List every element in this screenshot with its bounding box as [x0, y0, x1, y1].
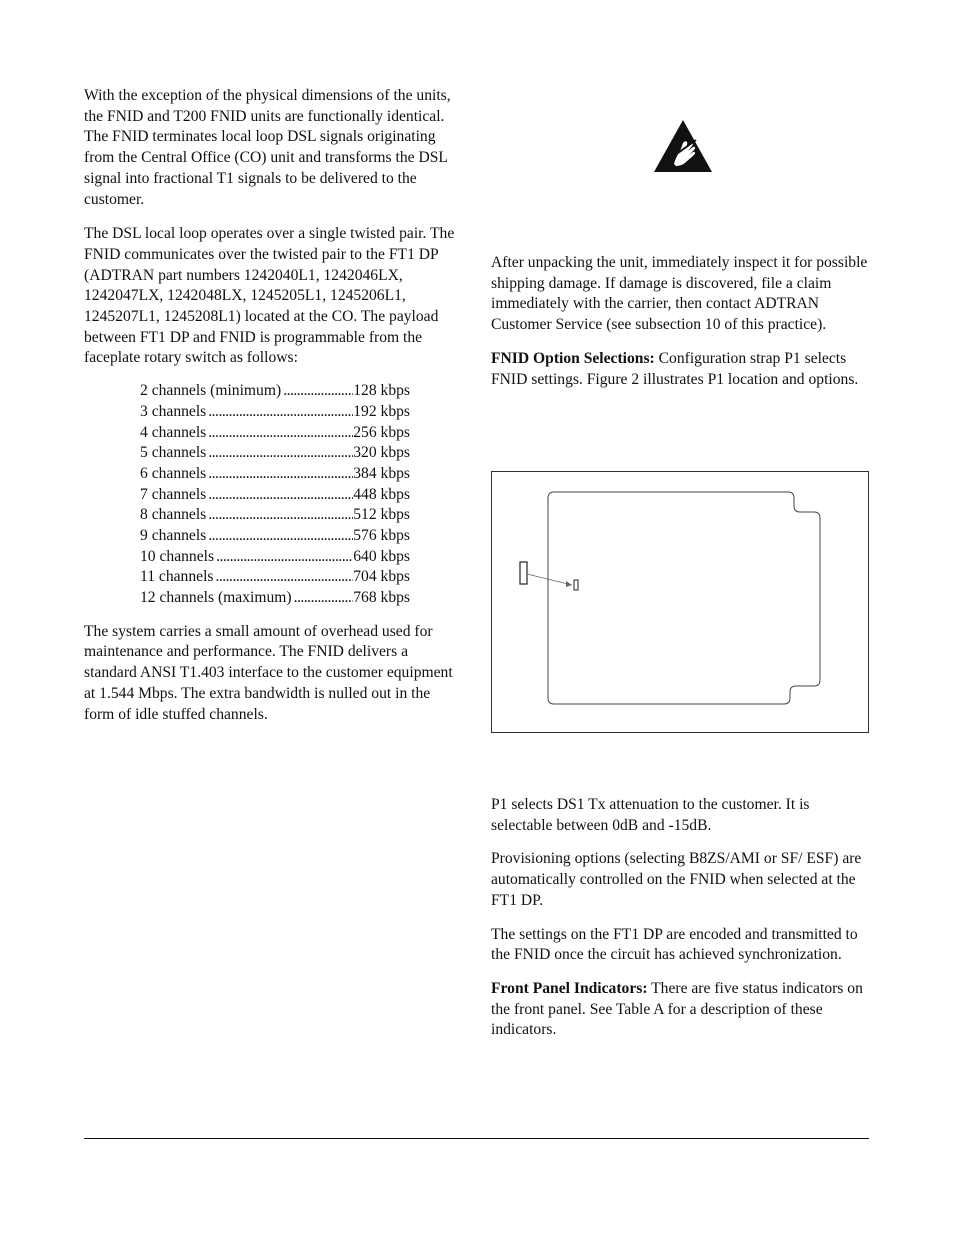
footer-rule [84, 1138, 869, 1139]
channel-rate: 192 kbps [353, 402, 410, 420]
channel-rate: 384 kbps [353, 464, 410, 482]
channel-label: 12 channels (maximum) [140, 589, 292, 607]
channel-rate: 704 kbps [353, 568, 410, 586]
option-selections-text: Configuration strap P1 selects FNID settings. Figure 2 illustrates P1 location and options. [491, 349, 859, 388]
intro-paragraph: With the exception of the physical dimensions of the units, the FNID and T200 FNID units are functionally identical. The FNID terminates local loop DSL signals originating from the Central Office (CO) unit and transforms the DSL signal into fractional T1 signals to be delivered to the customer. [84, 87, 451, 208]
channel-rate: 512 kbps [353, 506, 410, 524]
channel-label: 7 channels [140, 485, 207, 503]
p1-strap-location [574, 580, 578, 590]
front-panel-paragraph [491, 979, 873, 1041]
channel-rate: 576 kbps [353, 526, 410, 544]
settings-paragraph: The settings on the FT1 DP are encoded and transmitted to the FNID once the circuit has achieved synchronization. [491, 925, 858, 964]
channel-rate: 320 kbps [353, 444, 410, 462]
channel-row [140, 505, 410, 526]
right-column-lower [491, 795, 873, 1054]
front-panel-heading: Front Panel Indicators: [491, 979, 648, 997]
channel-rate: 448 kbps [353, 485, 410, 503]
dsl-loop-paragraph: The DSL local loop operates over a single twisted pair. The FNID communicates over the twisted pair to the FT1 DP (ADTRAN part numbers 1242040L1, 1242046LX, 1242047LX, 1242048LX, 1245205L1, 1245206L1, 1245207L1, 1245208L1) located at the CO. The payload between FT1 DP and FNID is programmable from the faceplate rotary switch as follows: [84, 225, 455, 367]
channel-rate: 256 kbps [353, 423, 410, 441]
option-selections-paragraph [491, 349, 873, 390]
channel-row [140, 485, 410, 506]
channel-row [140, 402, 410, 423]
channel-row [140, 567, 410, 588]
channel-label: 3 channels [140, 402, 207, 420]
channel-row [140, 588, 410, 609]
channel-row [140, 443, 410, 464]
channel-label: 5 channels [140, 444, 207, 462]
channel-label: 11 channels [140, 568, 214, 586]
unpacking-paragraph: After unpacking the unit, immediately inspect it for possible shipping damage. If damage is discovered, file a claim immediately with the carrier, then contact ADTRAN Customer Service (see subsection 10 of this practice). [491, 254, 868, 334]
option-selections-heading: FNID Option Selections: [491, 349, 655, 367]
front-panel-text: There are five status indicators on the front panel. See Table A for a description of these indicators. [491, 979, 863, 1039]
channel-row [140, 547, 410, 568]
p1-strap-callout [520, 562, 527, 584]
channel-label: 6 channels [140, 464, 207, 482]
circuit-board-diagram [492, 472, 870, 734]
overhead-paragraph: The system carries a small amount of overhead used for maintenance and performance. The FNID delivers a standard ANSI T1.403 interface to the customer equipment at 1.544 Mbps. The extra bandwidth is nulled out in the form of idle stuffed channels. [84, 622, 453, 723]
esd-warning-icon [652, 118, 714, 174]
channel-row [140, 423, 410, 444]
right-column-upper [491, 253, 873, 403]
channel-label: 10 channels [140, 547, 215, 565]
channel-rate-table [140, 381, 410, 609]
channel-row [140, 526, 410, 547]
channel-label: 2 channels (minimum) [140, 382, 282, 400]
channel-label: 8 channels [140, 506, 207, 524]
channel-label: 4 channels [140, 423, 207, 441]
channel-rate: 128 kbps [353, 382, 410, 400]
channel-rate: 640 kbps [353, 547, 410, 565]
p1-attenuation-paragraph: P1 selects DS1 Tx attenuation to the customer. It is selectable between 0dB and -15dB. [491, 796, 810, 834]
channel-label: 9 channels [140, 526, 207, 544]
channel-row [140, 381, 410, 402]
left-column [84, 86, 464, 738]
provisioning-paragraph: Provisioning options (selecting B8ZS/AMI or SF/ ESF) are automatically controlled on the FNID when selected at the FT1 DP. [491, 850, 862, 909]
p1-location-figure [491, 471, 869, 733]
channel-row [140, 464, 410, 485]
channel-rate: 768 kbps [353, 589, 410, 607]
